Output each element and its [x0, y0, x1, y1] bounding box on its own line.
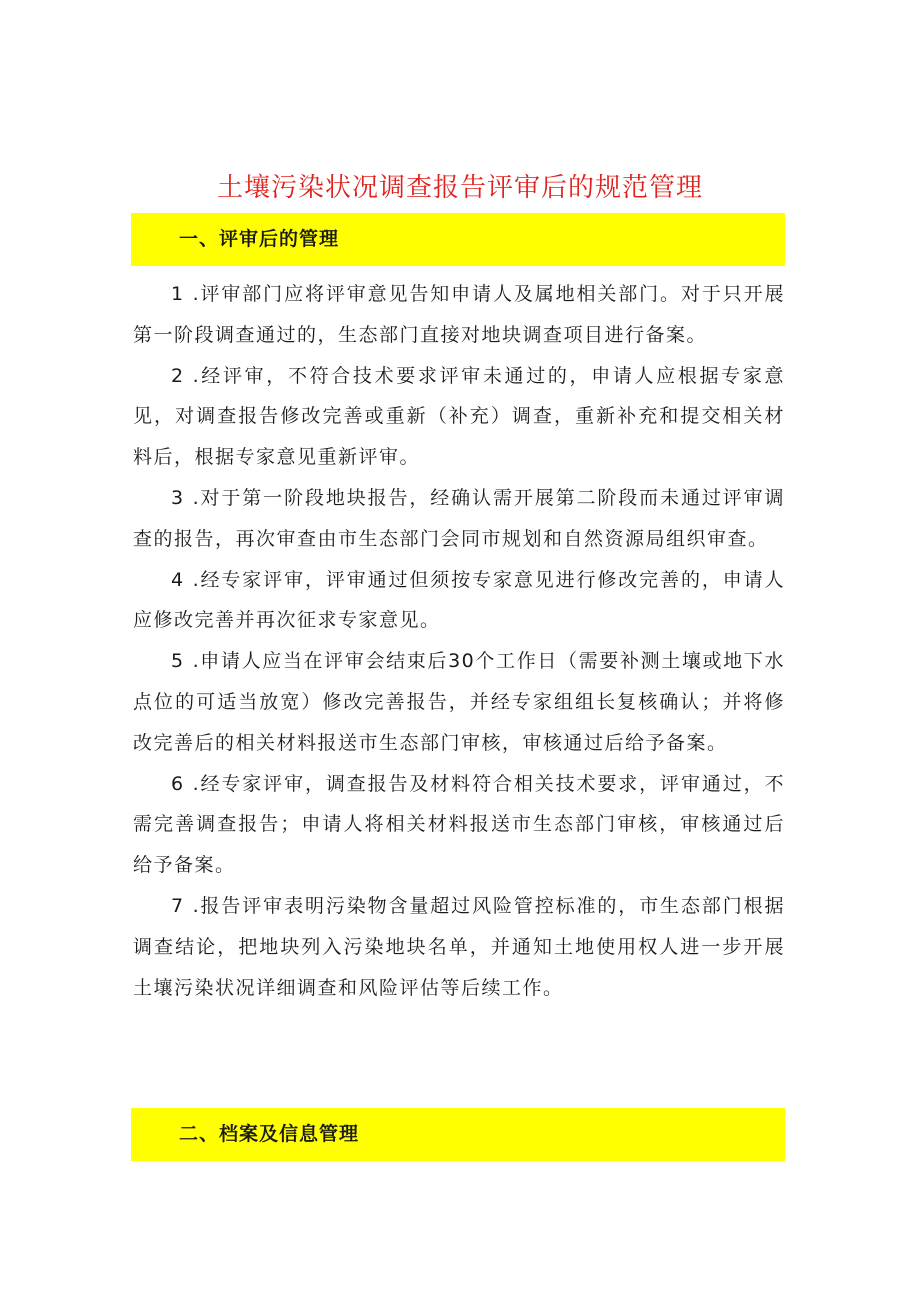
paragraph-number: 3 [171, 486, 185, 509]
paragraph-7 [133, 886, 785, 1008]
paragraph-4 [133, 560, 785, 642]
paragraph-number: 1 [171, 283, 185, 305]
section-heading-review-management: 一、评审后的管理 [131, 213, 785, 266]
section-heading-archive-management: 二、档案及信息管理 [131, 1108, 785, 1161]
paragraph-number: 7 [171, 894, 185, 917]
paragraph-3 [133, 478, 785, 560]
paragraph-6 [133, 764, 785, 886]
paragraph-text: .经评审，不符合技术要求评审未通过的，申请人应根据专家意见，对调查报告修改完善或重新（补充）调查，重新补充和提交相关材料后，根据专家意见重新评审。 [133, 364, 785, 469]
paragraph-number: 5 [171, 650, 185, 673]
paragraph-number: 6 [171, 772, 185, 795]
paragraph-number: 2 [171, 364, 185, 387]
paragraph-text: .经专家评审，调查报告及材料符合相关技术要求，评审通过，不需完善调查报告；申请人将相关材料报送市生态部门审核，审核通过后给予备案。 [133, 772, 785, 877]
document-title: 土壤污染状况调查报告评审后的规范管理 [216, 173, 703, 203]
paragraph-number: 4 [171, 568, 185, 591]
paragraph-text: .经专家评审，评审通过但须按专家意见进行修改完善的，申请人应修改完善并再次征求专家意见。 [133, 568, 785, 632]
paragraph-text: .对于第一阶段地块报告，经确认需开展第二阶段而未通过评审调查的报告，再次审查由市生态部门会同市规划和自然资源局组织审查。 [133, 486, 785, 550]
paragraph-text: .评审部门应将评审意见告知申请人及属地相关部门。对于只开展第一阶段调查通过的，生态部门直接对地块调查项目进行备案。 [133, 283, 785, 346]
paragraph-text: .申请人应当在评审会结束后30个工作日（需要补测土壤或地下水点位的可适当放宽）修改完善报告，并经专家组组长复核确认；并将修改完善后的相关材料报送市生态部门审核，审核通过后给予备案。 [133, 650, 785, 754]
paragraph-1 [133, 274, 785, 356]
paragraph-5 [133, 641, 785, 763]
section-body-review-management [133, 274, 785, 1008]
paragraph-2 [133, 356, 785, 478]
paragraph-text: .报告评审表明污染物含量超过风险管控标准的，市生态部门根据调查结论，把地块列入污染地块名单，并通知土地使用权人进一步开展土壤污染状况详细调查和风险评估等后续工作。 [133, 894, 785, 999]
